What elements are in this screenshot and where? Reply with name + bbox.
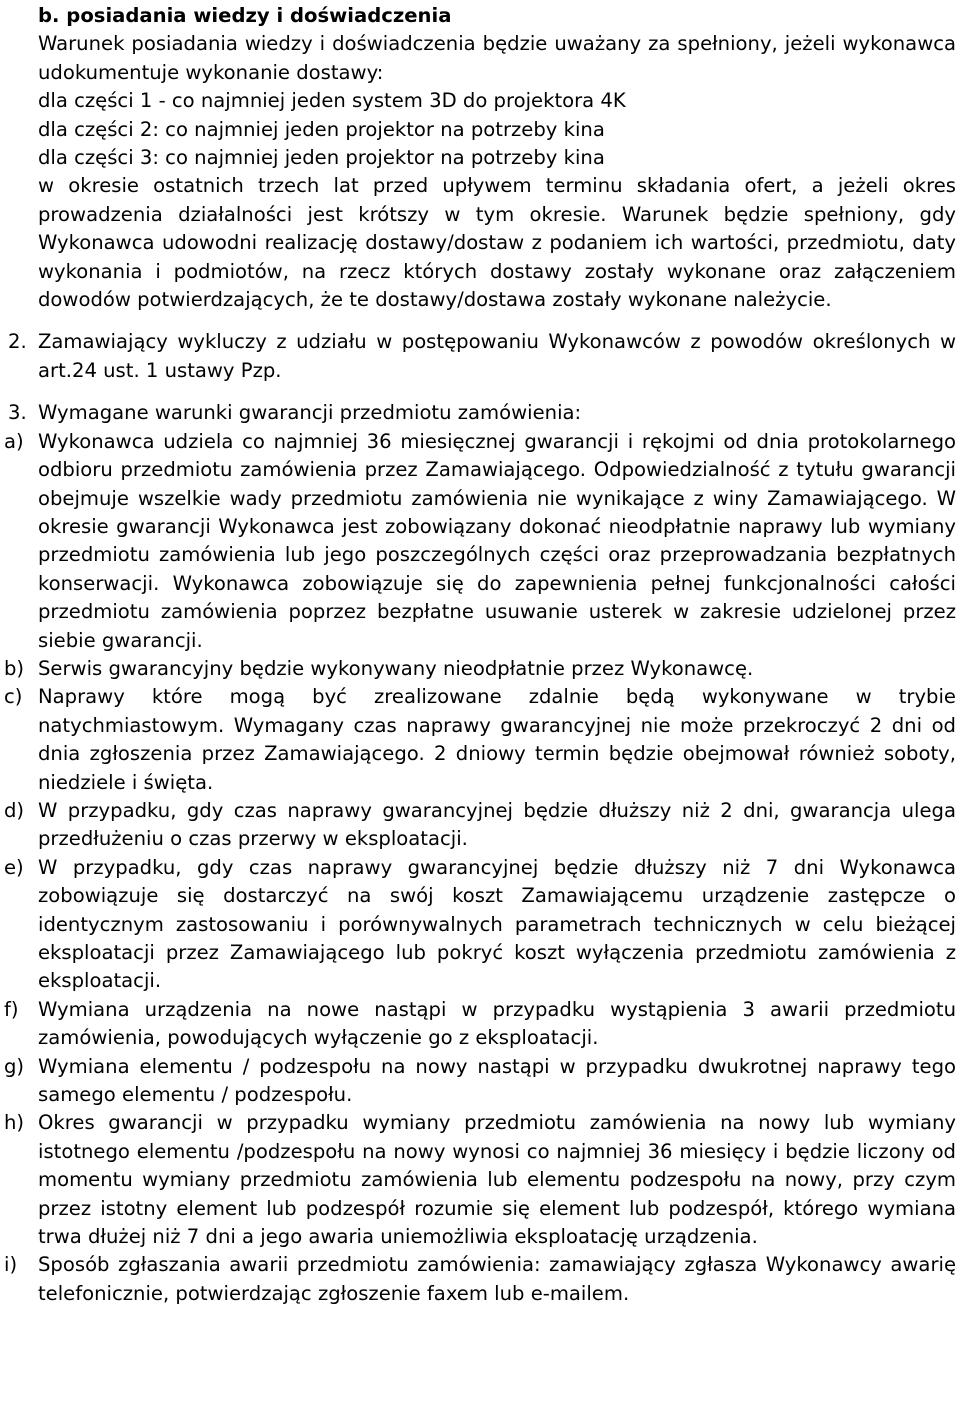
list-item-text: Naprawy które mogą być zrealizowane zdalnie będą wykonywane w trybie natychmiastowym. Wymagany czas naprawy gwarancyjnej nie może przekroczyć 2 dni od dnia zgłoszenia przez Zamawiającego. 2 dniowy termin będzie obejmował również soboty, niedziele i święta. (38, 685, 956, 794)
section-b-part-3: dla części 3: co najmniej jeden projektor na potrzeby kina (38, 146, 605, 170)
list-item-label: i) (4, 1253, 18, 1277)
list-item-label: g) (4, 1054, 25, 1078)
list-item-label: h) (4, 1111, 25, 1135)
section-b-part-1: dla części 1 - co najmniej jeden system 3D do projektora 4K (38, 89, 626, 113)
section-b-intro: Warunek posiadania wiedzy i doświadczenia będzie uważany za spełniony, jeżeli wykonawca udokumentuje wykonanie dostawy: (38, 32, 956, 84)
list-item-text: Okres gwarancji w przypadku wymiany przedmiotu zamówienia na nowy lub wymiany istotnego elementu /podzespołu na nowy wynosi co najmniej 36 miesięcy i będzie liczony od momentu wymiany przedmiotu zamówienia lub elementu podzespołu na nowy, przy czym przez istotny element lub podzespół rozumie się element lub podzespół, którego wymiana trwa dłużej niż 7 dni a jego awaria uniemożliwia eksploatację urządzenia. (38, 1111, 956, 1249)
list-item (4, 854, 956, 996)
list-item-label: b) (4, 656, 25, 680)
list-item (4, 797, 956, 854)
list-item (4, 1251, 956, 1308)
list-item (4, 996, 956, 1053)
section-b-part-2: dla części 2: co najmniej jeden projektor na potrzeby kina (38, 117, 605, 141)
list-item-label: c) (4, 685, 23, 709)
section-2-text: Zamawiający wykluczy z udziału w postępowaniu Wykonawców z powodów określonych w art.24 ust. 1 ustawy Pzp. (38, 330, 956, 382)
list-item (4, 428, 956, 655)
section-3-title: Wymagane warunki gwarancji przedmiotu zamówienia: (38, 401, 582, 425)
section-b-condition: w okresie ostatnich trzech lat przed upływem terminu składania ofert, a jeżeli okres prowadzenia działalności jest krótszy w tym okresie. Warunek będzie spełniony, gdy Wykonawca udowodni realizację dostawy/dostaw z podaniem ich wartości, przedmiotu, daty wykonania i podmiotów, na rzecz których dostawy zostały wykonane oraz załączeniem dowodów potwierdzających, że te dostawy/dostawa zostały wykonane należycie. (38, 174, 956, 312)
section-b (38, 2, 956, 314)
section-2-number: 2. (8, 330, 27, 354)
list-item-text: Wymiana elementu / podzespołu na nowy nastąpi w przypadku dwukrotnej naprawy tego samego elementu / podzespołu. (38, 1054, 956, 1107)
list-item (4, 1109, 956, 1251)
section-2 (8, 328, 956, 385)
section-3 (4, 399, 956, 1308)
list-item-label: a) (4, 429, 24, 453)
list-item-text: W przypadku, gdy czas naprawy gwarancyjnej będzie dłuższy niż 7 dni Wykonawca zobowiązuje się dostarczyć na swój koszt Zamawiającemu urządzenie zastępcze o identycznym zastosowaniu i porównywalnych parametrach technicznych w celu bieżącej eksploatacji przez Zamawiającego lub pokryć koszt wyłączenia przedmiotu zamówienia z eksploatacji. (38, 855, 956, 993)
list-item (4, 683, 956, 797)
list-item-text: Wykonawca udziela co najmniej 36 miesięcznej gwarancji i rękojmi od dnia protokolarnego odbioru przedmiotu zamówienia przez Zamawiającego. Odpowiedzialność z tytułu gwarancji obejmuje wszelkie wady przedmiotu zamówienia nie wynikające z winy Zamawiającego. W okresie gwarancji Wykonawca jest zobowiązany dokonać nieodpłatnie naprawy lub wymiany przedmiotu zamówienia lub jego poszczególnych części oraz przeprowadzania bezpłatnych konserwacji. Wykonawca zobowiązuje się do zapewnienia pełnej funkcjonalności całości przedmiotu zamówienia poprzez bezpłatne usuwanie usterek w zakresie udzielonej przez siebie gwarancji. (38, 429, 956, 652)
list-item (4, 655, 956, 683)
warranty-list (4, 428, 956, 1309)
list-item-text: W przypadku, gdy czas naprawy gwarancyjnej będzie dłuższy niż 2 dni, gwarancja ulega przedłużeniu o czas przerwy w eksploatacji. (38, 798, 956, 851)
list-item-text: Wymiana urządzenia na nowe nastąpi w przypadku wystąpienia 3 awarii przedmiotu zamówienia, powodujących wyłączenie go z eksploatacji. (38, 997, 956, 1050)
list-item (4, 1053, 956, 1110)
section-3-number: 3. (8, 401, 27, 425)
list-item-label: f) (4, 997, 19, 1021)
list-item-text: Serwis gwarancyjny będzie wykonywany nieodpłatnie przez Wykonawcę. (38, 656, 754, 680)
list-item-label: e) (4, 855, 24, 879)
list-item-label: d) (4, 798, 25, 822)
list-item-text: Sposób zgłaszania awarii przedmiotu zamówienia: zamawiający zgłasza Wykonawcy awarię telefonicznie, potwierdzając zgłoszenie faxem lub e-mailem. (38, 1253, 956, 1305)
section-b-heading: b. posiadania wiedzy i doświadczenia (38, 4, 452, 27)
